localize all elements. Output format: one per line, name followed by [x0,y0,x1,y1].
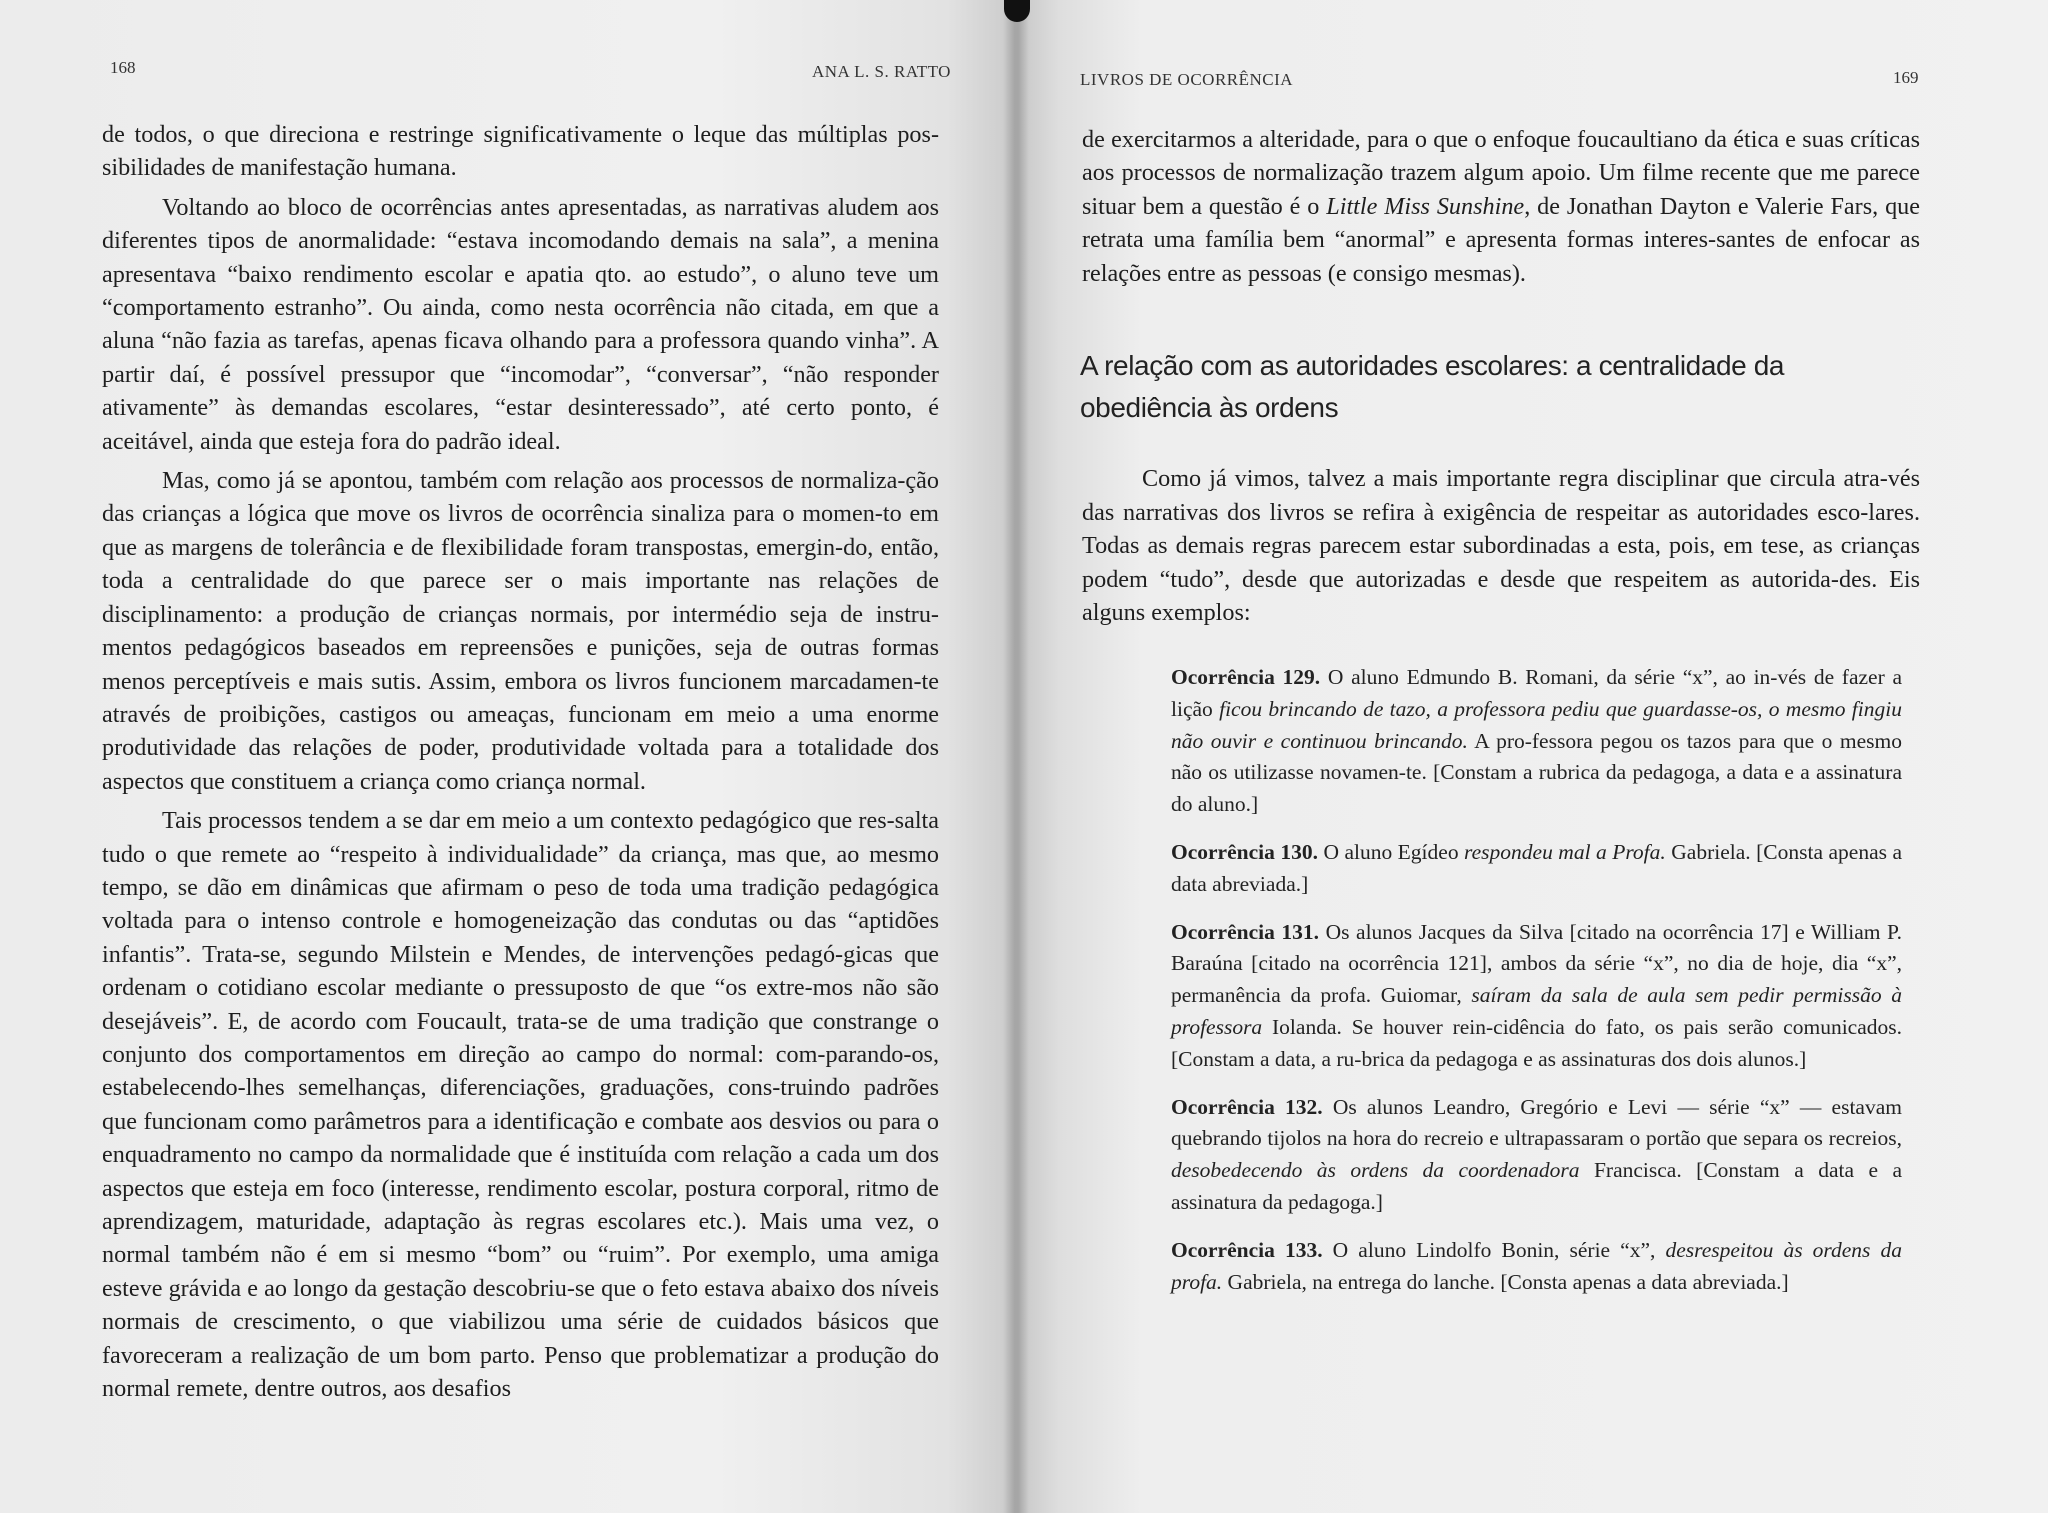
left-page [0,0,1018,1513]
section-heading: A relação com as autoridades escolares: a centralidade da obediência às ordens [1080,350,1785,423]
occurrence-label: Ocorrência 132. [1171,1094,1323,1119]
occurrence-quotes [1171,662,1902,1314]
film-title: Little Miss Sunshine [1326,192,1525,220]
text-run: Os alunos Leandro, Gregório e Levi — série “x” — estavam quebrando tijolos na hora do recreio e ultrapassaram o portão que separa os recreios, [1171,1094,1902,1151]
occurrence-label: Ocorrência 131. [1171,919,1320,944]
occurrence-129 [1171,662,1902,821]
text-run: O aluno Lindolfo Bonin, série “x”, [1322,1237,1666,1262]
text-run: O aluno Edmundo B. Romani, da série “x”, ao in-vés de fazer a lição [1171,665,1902,721]
right-opening-paragraph [1082,123,1920,290]
page-number-right: 169 [1893,68,1919,87]
running-head-right: LIVROS DE OCORRÊNCIA [1080,70,1294,89]
paragraph: Voltando ao bloco de ocorrências antes apresentadas, as narrativas aludem aos diferentes tipos de anormalidade: “estava incomodando demais na sala”, a menina apresentava “baixo rendimento escolar e apatia qto. ao estudo”, o aluno teve um “comportamento estranho”. Ou ainda, como nesta ocorrência não citada, em que a aluna “não fazia as tarefas, apenas ficava olhando para a professora quando vinha”. A partir daí, é possível pressupor que “incomodar”, “conversar”, “não responder ativamente” às demandas escolares, “estar desinteressado”, até certo ponto, é aceitável, ainda que esteja fora do padrão ideal. [102,193,939,455]
text-run: Gabriela. [Consta apenas a data abreviada.] [1171,839,1902,896]
italic-quote: respondeu mal a Profa. [1464,839,1666,864]
text-run: Iolanda. Se houver rein-cidência do fato, os pais serão comunicados. [Constam a data, a ru-brica da pedagoga e as assinaturas dos dois alunos.] [1171,1014,1902,1071]
running-head-left: ANA L. S. RATTO [812,62,951,81]
occurrence-133 [1171,1235,1902,1299]
paragraph: de todos, o que direciona e restringe significativamente o leque das múltiplas pos-sibilidades de manifestação humana. [102,121,939,182]
text-run: Os alunos Jacques da Silva [citado na ocorrência 17] e William P. Baraúna [citado na ocorrência 121], ambos da série “x”, no dia de hoje, dia “x”, permanência da profa. Guiomar, [1171,919,1902,1008]
paragraph: Como já vimos, talvez a mais importante regra disciplinar que circula atra-vés das narrativas dos livros se refira à exigência de respeitar as autoridades esco-lares. Todas as demais regras parecem estar subordinadas a esta, pois, em tese, as crianças podem “tudo”, desde que autorizadas e desde que respeitem as autorida-des. Eis alguns exemplos: [1082,465,1920,627]
book-gutter [1003,0,1029,1513]
occurrence-label: Ocorrência 129. [1171,665,1321,689]
paragraph [1082,123,1920,290]
occurrence-132 [1171,1092,1902,1219]
text-run: de exercitarmos a alteridade, para o que o enfoque foucaultiano da ética e suas críticas aos processos de normalização trazem algum apoio. Um filme recente que me parece situar bem a questão é o [1082,126,1920,220]
italic-quote: saíram da sala de aula sem pedir permissão à professora [1171,983,1902,1039]
text-run: Gabriela, na entrega do lanche. [Consta apenas a data abreviada.] [1222,1269,1789,1294]
text-run: A pro-fessora pegou os tazos para que o mesmo não os utilizasse novamen-te. [Constam a rubrica da pedagoga, a data e a assinatura do aluno.] [1171,728,1902,817]
occurrence-label: Ocorrência 130. [1171,839,1318,864]
italic-quote: desrespeitou às ordens da profa. [1171,1237,1902,1294]
text-run: Francisca. [Constam a data e a assinatura da pedagoga.] [1171,1158,1902,1214]
page-number-left: 168 [110,58,136,77]
intro-paragraph [1082,462,1920,630]
occurrence-label: Ocorrência 133. [1171,1237,1323,1262]
text-run: , de Jonathan Dayton e Valerie Fars, que retrata uma família bem “anormal” e apresenta formas interes-santes de enfocar as relações entre as pessoas (e consigo mesmas). [1082,192,1920,287]
italic-quote: desobedecendo às ordens da coordenadora [1171,1158,1580,1183]
paragraph: Mas, como já se apontou, também com relação aos processos de normaliza-ção das crianças a lógica que move os livros de ocorrência sinaliza para o momen-to em que as margens de tolerância e de flexibilidade foram transpostas, emergin-do, então, toda a centralidade do que parece ser o mais importante nas relações de disciplinamento: a produção de crianças normais, por intermédio seja de instru-mentos pedagógicos baseados em repreensões e punições, seja de outras formas menos perceptíveis e mais sutis. Assim, embora os livros funcionem marcadamen-te através de proibições, castigos ou ameaças, funcionam em meio a uma enorme produtividade das relações de poder, produtividade voltada para a totalidade dos aspectos que constituem a criança como criança normal. [102,467,939,795]
italic-quote: ficou brincando de tazo, a professora pediu que guardasse-os, o mesmo fingiu não ouvir e continuou brincando. [1171,696,1902,753]
paragraph: Tais processos tendem a se dar em meio a um contexto pedagógico que res-salta tudo o que remete ao “respeito à individualidade” da criança, mas que, ao mesmo tempo, se dão em dinâmicas que afirmam o peso de toda uma tradição pedagógica voltada para o intenso controle e homogeneização das condutas ou das “aptidões infantis”. Trata-se, segundo Milstein e Mendes, de intervenções pedagó-gicas que ordenam o cotidiano escolar mediante o pressuposto de que “os extre-mos não são desejáveis”. E, de acordo com Foucault, trata-se de uma tradição que constrange o conjunto dos comportamentos em direção ao campo do normal: com-parando-os, estabelecendo-lhes semelhanças, diferenciações, graduações, cons-truindo padrões que funcionam como parâmetros para a identificação e combate aos desvios ou para o enquadramento no campo da normalidade que é instituída com relação a cada um dos aspectos que esteja em foco (interesse, rendimento escolar, postura corporal, ritmo de aprendizagem, maturidade, adaptação às regras escolares etc.). Mais uma vez, o normal também não é em si mesmo “bom” ou “ruim”. Por exemplo, uma amiga esteve grávida e ao longo da gestação descobriu-se que o feto estava abaixo dos níveis normais de crescimento, o que viabilizou uma série de cuidados básicos que favoreceram a realização de um bom parto. Penso que problematizar a produção do normal remete, dentre outros, aos desafios [102,807,939,1403]
left-body-text [102,118,939,1405]
occurrence-130 [1171,837,1902,901]
occurrence-131 [1171,917,1902,1076]
text-run: O aluno Egídeo [1317,839,1465,864]
